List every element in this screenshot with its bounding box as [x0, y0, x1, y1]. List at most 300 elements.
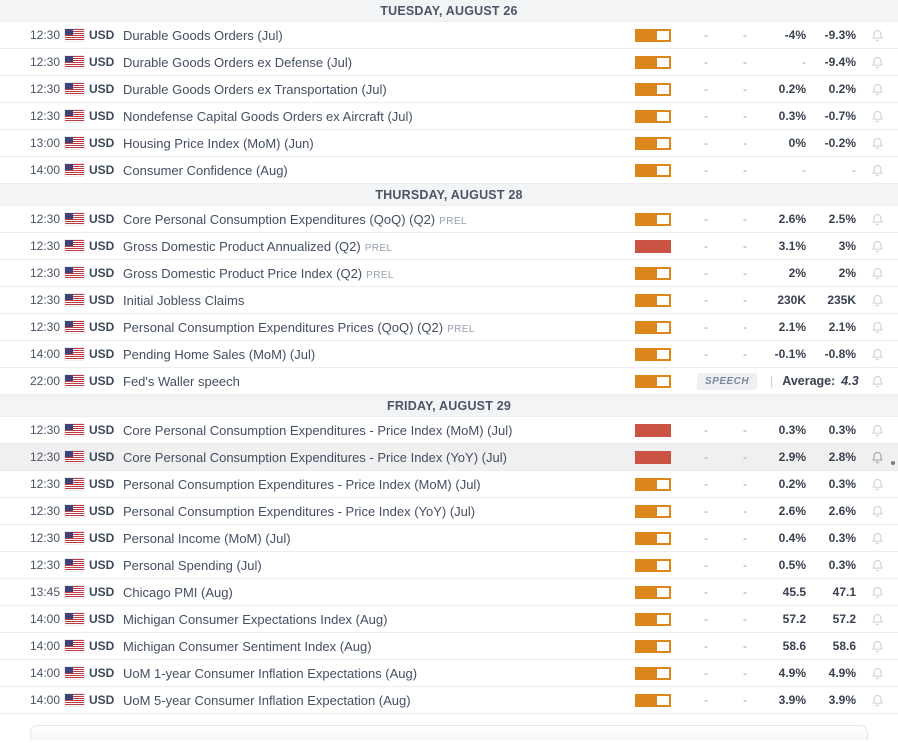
previous-value: -9.4%: [824, 55, 856, 69]
us-flag-icon: [65, 667, 84, 679]
volatility-indicator: [635, 424, 671, 437]
event-name[interactable]: Chicago PMI (Aug): [123, 584, 233, 600]
event-values: [671, 477, 856, 491]
currency-label: USD: [89, 423, 115, 437]
previous-value: 57.2: [832, 612, 856, 626]
consensus-value: 0.4%: [778, 531, 806, 545]
bell-icon: [870, 109, 885, 124]
actual-value: -: [704, 28, 708, 42]
event-time: 12:30: [30, 266, 61, 280]
event-values: [671, 504, 856, 518]
bell-icon: [870, 212, 885, 227]
consensus-value: 2.6%: [778, 212, 806, 226]
actual-value: -: [704, 558, 708, 572]
volatility-indicator: [635, 164, 671, 177]
previous-value: 3.9%: [828, 693, 856, 707]
event-row[interactable]: [0, 130, 898, 157]
us-flag-icon: [65, 213, 84, 225]
event-values: [671, 450, 856, 464]
consensus-value: 0%: [788, 136, 806, 150]
deviation-value: -: [743, 82, 747, 96]
volatility-indicator: [635, 83, 671, 96]
event-name[interactable]: Personal Consumption Expenditures - Price Index (MoM) (Jul): [123, 476, 481, 492]
previous-value: 0.3%: [828, 558, 856, 572]
consensus-value: 0.2%: [778, 82, 806, 96]
bell-icon: [870, 693, 885, 708]
event-name[interactable]: Durable Goods Orders ex Defense (Jul): [123, 54, 353, 70]
currency-label: USD: [89, 136, 115, 150]
event-name[interactable]: Core Personal Consumption Expenditures (QoQ) (Q2) PREL: [123, 211, 467, 227]
event-time: 14:00: [30, 163, 61, 177]
us-flag-icon: [65, 240, 84, 252]
previous-value: 2.1%: [828, 320, 856, 334]
bell-icon: [870, 239, 885, 254]
volatility-indicator: [635, 640, 671, 653]
notification-bell-button[interactable]: [856, 293, 898, 308]
actual-value: -: [704, 450, 708, 464]
notification-bell-button[interactable]: [856, 558, 898, 573]
deviation-value: -: [743, 639, 747, 653]
us-flag-icon: [65, 532, 84, 544]
previous-value: 235K: [827, 293, 856, 307]
event-name[interactable]: UoM 5-year Consumer Inflation Expectation (Aug): [123, 692, 411, 708]
notification-bell-button[interactable]: [856, 109, 898, 124]
volatility-indicator: [635, 56, 671, 69]
bell-icon: [870, 666, 885, 681]
event-time: 14:00: [30, 639, 61, 653]
bell-icon: [870, 266, 885, 281]
deviation-value: -: [743, 477, 747, 491]
notification-bell-button[interactable]: [856, 212, 898, 227]
event-values: [671, 347, 856, 361]
bell-icon: [870, 28, 885, 43]
prel-badge: PREL: [364, 242, 393, 254]
previous-value: 58.6: [832, 639, 856, 653]
notification-bell-button[interactable]: [856, 585, 898, 600]
event-time: 13:00: [30, 136, 61, 150]
event-values: [671, 212, 856, 226]
event-row[interactable]: [0, 633, 898, 660]
event-name[interactable]: Nondefense Capital Goods Orders ex Aircraft (Jul): [123, 108, 413, 124]
actual-value: -: [704, 477, 708, 491]
currency-label: USD: [89, 212, 115, 226]
event-time: 12:30: [30, 109, 61, 123]
actual-value: -: [704, 320, 708, 334]
event-name[interactable]: Personal Consumption Expenditures - Price Index (YoY) (Jul): [123, 503, 476, 519]
previous-value: 47.1: [832, 585, 856, 599]
currency-label: USD: [89, 320, 115, 334]
volatility-indicator: [635, 110, 671, 123]
us-flag-icon: [65, 83, 84, 95]
consensus-value: 0.2%: [778, 477, 806, 491]
consensus-value: 230K: [777, 293, 806, 307]
consensus-value: 0.5%: [778, 558, 806, 572]
actual-value: -: [704, 212, 708, 226]
bell-icon: [870, 82, 885, 97]
deviation-value: -: [743, 558, 747, 572]
day-header: THURSDAY, AUGUST 28: [0, 184, 898, 206]
volatility-indicator: [635, 451, 671, 464]
volatility-indicator: [635, 294, 671, 307]
notification-bell-button[interactable]: [856, 347, 898, 362]
event-values: [671, 558, 856, 572]
actual-value: -: [704, 666, 708, 680]
consensus-value: -: [802, 55, 806, 69]
event-row[interactable]: [0, 368, 898, 395]
event-row[interactable]: [0, 444, 898, 471]
event-name[interactable]: Fed's Waller speech: [123, 373, 240, 389]
currency-label: USD: [89, 28, 115, 42]
currency-label: USD: [89, 163, 115, 177]
event-time: 12:30: [30, 423, 61, 437]
event-time: 12:30: [30, 558, 61, 572]
volatility-indicator: [635, 348, 671, 361]
currency-label: USD: [89, 531, 115, 545]
event-name[interactable]: Core Personal Consumption Expenditures - Price Index (MoM) (Jul): [123, 422, 513, 438]
mouse-cursor-dot: [891, 461, 895, 465]
currency-label: USD: [89, 374, 115, 388]
event-values: [671, 531, 856, 545]
average-label: Average:: [782, 374, 836, 388]
bell-icon: [870, 423, 885, 438]
previous-value: 4.9%: [828, 666, 856, 680]
bell-icon: [870, 612, 885, 627]
consensus-value: -4%: [784, 28, 806, 42]
event-name[interactable]: Personal Spending (Jul): [123, 557, 262, 573]
day-header: TUESDAY, AUGUST 26: [0, 0, 898, 22]
event-values: [671, 612, 856, 626]
notification-bell-button[interactable]: [856, 423, 898, 438]
actual-value: -: [704, 239, 708, 253]
notification-bell-button[interactable]: [856, 531, 898, 546]
event-name[interactable]: Personal Income (MoM) (Jul): [123, 530, 291, 546]
event-row[interactable]: [0, 579, 898, 606]
event-values: [671, 28, 856, 42]
us-flag-icon: [65, 451, 84, 463]
actual-value: -: [704, 163, 708, 177]
actual-value: -: [704, 55, 708, 69]
event-values: [671, 639, 856, 653]
volatility-indicator: [635, 586, 671, 599]
deviation-value: -: [743, 423, 747, 437]
volatility-indicator: [635, 532, 671, 545]
currency-label: USD: [89, 693, 115, 707]
notification-bell-button[interactable]: [856, 612, 898, 627]
deviation-value: -: [743, 450, 747, 464]
event-time: 14:00: [30, 693, 61, 707]
actual-value: -: [704, 585, 708, 599]
volatility-indicator: [635, 213, 671, 226]
event-values: [671, 136, 856, 150]
speech-info: [671, 373, 859, 390]
event-time: 12:30: [30, 320, 61, 334]
deviation-value: -: [743, 212, 747, 226]
volatility-indicator: [635, 505, 671, 518]
notification-bell-button[interactable]: [856, 239, 898, 254]
event-name[interactable]: Core Personal Consumption Expenditures - Price Index (YoY) (Jul): [123, 449, 507, 465]
event-name[interactable]: Initial Jobless Claims: [123, 292, 245, 308]
us-flag-icon: [65, 29, 84, 41]
prel-badge: PREL: [366, 269, 394, 281]
deviation-value: -: [743, 109, 747, 123]
event-name[interactable]: Michigan Consumer Expectations Index (Aug): [123, 611, 388, 627]
event-row[interactable]: [0, 103, 898, 130]
notification-bell-button[interactable]: [856, 666, 898, 681]
consensus-value: -0.1%: [774, 347, 806, 361]
previous-value: 2.8%: [828, 450, 856, 464]
event-name[interactable]: Housing Price Index (MoM) (Jun): [123, 135, 314, 151]
notification-bell-button[interactable]: [856, 693, 898, 708]
currency-label: USD: [89, 450, 115, 464]
previous-value: 0.3%: [828, 531, 856, 545]
deviation-value: -: [743, 320, 747, 334]
previous-value: -: [852, 163, 856, 177]
consensus-value: 2.6%: [778, 504, 806, 518]
currency-label: USD: [89, 293, 115, 307]
consensus-value: 0.3%: [778, 109, 806, 123]
deviation-value: -: [743, 666, 747, 680]
previous-value: -0.7%: [824, 109, 856, 123]
previous-value: 0.2%: [828, 82, 856, 96]
event-row[interactable]: [0, 660, 898, 687]
event-values: [671, 55, 856, 69]
event-row[interactable]: [0, 22, 898, 49]
volatility-indicator: [635, 267, 671, 280]
deviation-value: -: [743, 347, 747, 361]
event-name[interactable]: Consumer Confidence (Aug): [123, 162, 288, 178]
event-row[interactable]: [0, 417, 898, 444]
event-time: 14:00: [30, 347, 61, 361]
deviation-value: -: [743, 28, 747, 42]
event-row[interactable]: [0, 76, 898, 103]
deviation-value: -: [743, 266, 747, 280]
event-row[interactable]: [0, 260, 898, 287]
event-time: 14:00: [30, 666, 61, 680]
notification-bell-button[interactable]: [856, 266, 898, 281]
bell-icon: [870, 558, 885, 573]
event-values: [671, 266, 856, 280]
event-time: 13:45: [30, 585, 61, 599]
currency-label: USD: [89, 477, 115, 491]
event-values: [671, 423, 856, 437]
prel-badge: PREL: [439, 215, 467, 227]
notification-bell-button[interactable]: [856, 28, 898, 43]
notification-bell-button[interactable]: [856, 163, 898, 178]
volatility-indicator: [635, 478, 671, 491]
event-values: [671, 163, 856, 177]
us-flag-icon: [65, 375, 84, 387]
event-name[interactable]: UoM 1-year Consumer Inflation Expectations (Aug): [123, 665, 418, 681]
bell-icon: [870, 639, 885, 654]
event-time: 12:30: [30, 55, 61, 69]
event-values: [671, 109, 856, 123]
consensus-value: 2.9%: [778, 450, 806, 464]
event-row[interactable]: [0, 525, 898, 552]
actual-value: -: [704, 423, 708, 437]
actual-value: -: [704, 531, 708, 545]
consensus-value: 0.3%: [778, 423, 806, 437]
event-row[interactable]: [0, 287, 898, 314]
consensus-value: 58.6: [782, 639, 806, 653]
previous-value: -0.2%: [824, 136, 856, 150]
event-time: 12:30: [30, 212, 61, 226]
event-row[interactable]: [0, 471, 898, 498]
bell-icon: [870, 450, 885, 465]
actual-value: -: [704, 693, 708, 707]
event-time: 12:30: [30, 531, 61, 545]
event-name[interactable]: Gross Domestic Product Annualized (Q2) PREL: [123, 238, 393, 254]
consensus-value: 2.1%: [778, 320, 806, 334]
bell-icon: [870, 477, 885, 492]
deviation-value: -: [743, 612, 747, 626]
previous-value: 0.3%: [828, 477, 856, 491]
us-flag-icon: [65, 267, 84, 279]
event-name[interactable]: Michigan Consumer Sentiment Index (Aug): [123, 638, 372, 654]
deviation-value: -: [743, 293, 747, 307]
volatility-indicator: [635, 613, 671, 626]
notification-bell-button[interactable]: [856, 639, 898, 654]
event-time: 12:30: [30, 239, 61, 253]
deviation-value: -: [743, 693, 747, 707]
volatility-indicator: [635, 240, 671, 253]
previous-value: 2%: [838, 266, 856, 280]
actual-value: -: [704, 136, 708, 150]
event-row[interactable]: [0, 341, 898, 368]
notification-bell-button[interactable]: [856, 136, 898, 151]
event-row[interactable]: [0, 233, 898, 260]
currency-label: USD: [89, 347, 115, 361]
currency-label: USD: [89, 612, 115, 626]
us-flag-icon: [65, 294, 84, 306]
event-values: [671, 293, 856, 307]
event-time: 12:30: [30, 293, 61, 307]
us-flag-icon: [65, 559, 84, 571]
us-flag-icon: [65, 137, 84, 149]
currency-label: USD: [89, 55, 115, 69]
consensus-value: 57.2: [782, 612, 806, 626]
event-name[interactable]: Pending Home Sales (MoM) (Jul): [123, 346, 316, 362]
consensus-value: 3.1%: [778, 239, 806, 253]
event-row[interactable]: [0, 49, 898, 76]
event-values: [671, 320, 856, 334]
volatility-indicator: [635, 694, 671, 707]
event-row[interactable]: [0, 606, 898, 633]
previous-value: -9.3%: [824, 28, 856, 42]
us-flag-icon: [65, 348, 84, 360]
us-flag-icon: [65, 56, 84, 68]
currency-label: USD: [89, 585, 115, 599]
bell-icon: [870, 163, 885, 178]
currency-label: USD: [89, 109, 115, 123]
us-flag-icon: [65, 640, 84, 652]
bell-icon: [870, 320, 885, 335]
actual-value: -: [704, 504, 708, 518]
deviation-value: -: [743, 55, 747, 69]
event-row[interactable]: [0, 498, 898, 525]
previous-value: 2.5%: [828, 212, 856, 226]
event-values: [671, 693, 856, 707]
event-name[interactable]: Personal Consumption Expenditures Prices (QoQ) (Q2) PREL: [123, 319, 475, 335]
event-values: [671, 585, 856, 599]
bell-icon: [870, 55, 885, 70]
currency-label: USD: [89, 266, 115, 280]
event-time: 22:00: [30, 374, 61, 388]
deviation-value: -: [743, 163, 747, 177]
event-time: 12:30: [30, 28, 61, 42]
event-time: 12:30: [30, 82, 61, 96]
currency-label: USD: [89, 504, 115, 518]
event-name[interactable]: Durable Goods Orders ex Transportation (Jul): [123, 81, 387, 97]
notification-bell-button[interactable]: [856, 55, 898, 70]
previous-value: 0.3%: [828, 423, 856, 437]
deviation-value: -: [743, 531, 747, 545]
event-time: 12:30: [30, 450, 61, 464]
consensus-value: 3.9%: [778, 693, 806, 707]
notification-bell-button[interactable]: [856, 374, 898, 389]
volatility-indicator: [635, 321, 671, 334]
actual-value: -: [704, 109, 708, 123]
actual-value: -: [704, 293, 708, 307]
consensus-value: -: [802, 163, 806, 177]
previous-value: -0.8%: [824, 347, 856, 361]
day-header: FRIDAY, AUGUST 29: [0, 395, 898, 417]
currency-label: USD: [89, 82, 115, 96]
event-row[interactable]: [0, 687, 898, 714]
event-row[interactable]: [0, 206, 898, 233]
event-values: [671, 666, 856, 680]
separator: |: [770, 374, 774, 388]
deviation-value: -: [743, 239, 747, 253]
us-flag-icon: [65, 424, 84, 436]
consensus-value: 2%: [788, 266, 806, 280]
notification-bell-button[interactable]: [856, 477, 898, 492]
actual-value: -: [704, 266, 708, 280]
us-flag-icon: [65, 586, 84, 598]
event-row[interactable]: [0, 552, 898, 579]
event-name[interactable]: Durable Goods Orders (Jul): [123, 27, 283, 43]
event-row[interactable]: [0, 157, 898, 184]
bell-icon: [870, 585, 885, 600]
currency-label: USD: [89, 666, 115, 680]
volatility-indicator: [635, 559, 671, 572]
event-values: [671, 82, 856, 96]
notification-bell-button[interactable]: [856, 504, 898, 519]
actual-value: -: [704, 639, 708, 653]
speech-badge: SPEECH: [697, 373, 757, 390]
us-flag-icon: [65, 694, 84, 706]
volatility-indicator: [635, 137, 671, 150]
bell-icon: [870, 504, 885, 519]
prel-badge: PREL: [447, 323, 475, 335]
event-row[interactable]: [0, 314, 898, 341]
bell-icon: [870, 531, 885, 546]
us-flag-icon: [65, 110, 84, 122]
actual-value: -: [704, 82, 708, 96]
currency-label: USD: [89, 239, 115, 253]
average-value: 4.3: [841, 374, 859, 388]
consensus-value: 4.9%: [778, 666, 806, 680]
notification-bell-button[interactable]: [856, 82, 898, 97]
us-flag-icon: [65, 164, 84, 176]
event-values: [671, 239, 856, 253]
deviation-value: -: [743, 504, 747, 518]
notification-bell-button[interactable]: [856, 320, 898, 335]
us-flag-icon: [65, 613, 84, 625]
previous-value: 3%: [838, 239, 856, 253]
actual-value: -: [704, 347, 708, 361]
event-name[interactable]: Gross Domestic Product Price Index (Q2) PREL: [123, 265, 394, 281]
currency-label: USD: [89, 558, 115, 572]
